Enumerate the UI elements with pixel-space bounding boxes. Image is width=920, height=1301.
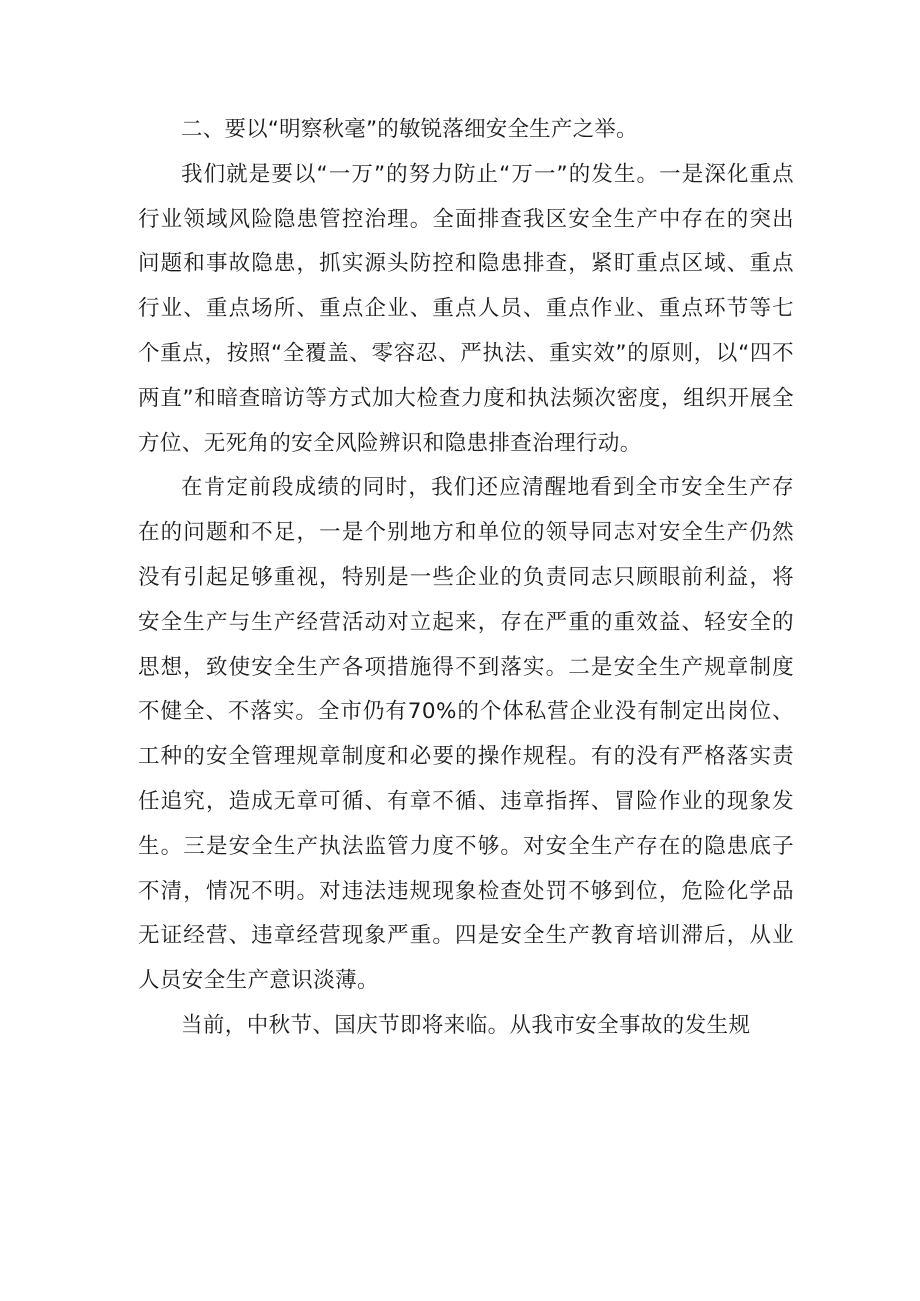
- paragraph-risk-control: 我们就是要以“一万”的努力防止“万一”的发生。一是深化重点行业领域风险隐患管控治理。全面排查我区安全生产中存在的突出问题和事故隐患，抓实源头防控和隐患排查，紧盯重点区域、重点行业、重点场所、重点企业、重点人员、重点作业、重点环节等七个重点，按照“全覆盖、零容忍、严执法、重实效”的原则，以“四不两直”和暗查暗访等方式加大检查力度和执法频次密度，组织开展全方位、无死角的安全风险辨识和隐患排查治理行动。: [138, 161, 794, 456]
- paragraph-problems: 在肯定前段成绩的同时，我们还应清醒地看到全市安全生产存在的问题和不足，一是个别地方和单位的领导同志对安全生产仍然没有引起足够重视，特别是一些企业的负责同志只顾眼前利益，将安全生产与生产经营活动对立起来，存在严重的重效益、轻安全的思想，致使安全生产各项措施得不到落实。二是安全生产规章制度不健全、不落实。全市仍有70%的个体私营企业没有制定出岗位、工种的安全管理规章制度和必要的操作规程。有的没有严格落实责任追究，造成无章可循、有章不循、违章指挥、冒险作业的现象发生。三是安全生产执法监管力度不够。对安全生产存在的隐患底子不清，情况不明。对违法违规现象检查处罚不够到位，危险化学品无证经营、违章经营现象严重。四是安全生产教育培训滞后，从业人员安全生产意识淡薄。: [138, 475, 794, 994]
- section-heading: 二、要以“明察秋毫”的敏锐落细安全生产之举。: [181, 117, 638, 142]
- paragraph-holidays: 当前，中秋节、国庆节即将来临。从我市安全事故的发生规: [181, 1012, 751, 1038]
- document-body: [138, 108, 794, 1049]
